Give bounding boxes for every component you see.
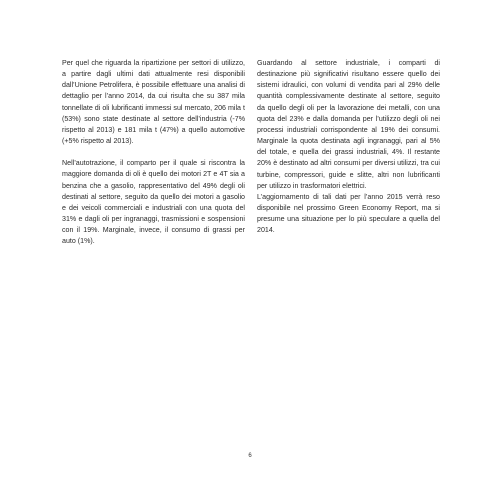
paragraph-lubricants-sector-breakdown: Per quel che riguarda la ripartizione per settori di utilizzo, a partire dagli ultimi dati attualmente resi disponibili dall’Unione Petrolifera, è possibile effettuare una analisi di dettaglio per l’anno 2014, da cui risulta che su 387 mila tonnellate di oli lubrificanti immessi sul mercato, 206 mila t (53%) sono state destinate al settore dell’industria (-7% rispetto al 2013) e 181 mila t (47%) a quello automotive (+5% rispetto al 2013). <box>62 59 245 146</box>
left-text-column <box>62 58 245 248</box>
paragraph-industrial-sector: Guardando al settore industriale, i comparti di destinazione più significativi risultano essere quello dei sistemi idraulici, con volumi di vendita pari al 29% delle quantità complessivamente destinate al settore, seguito da quello degli oli per la lavorazione dei metalli, con una quota del 23% e dalla domanda per l’utilizzo degli oli nei processi industriali corrispondente al 19% dei consumi. Marginale la quota destinata agli ingranaggi, pari al 5% del totale, e quella dei grassi industriali, 4%. Il restante 20% è destinato ad altri consumi per diversi utilizzi, tra cui turbine, compressori, guide e slitte, altri non lubrificanti per utilizzo in trasformatori elettrici. <box>257 59 440 190</box>
paragraph-automotive-demand: Nell’autotrazione, il comparto per il quale si riscontra la maggiore domanda di oli è quello dei motori 2T e 4T sia a benzina che a gasolio, rappresentativo del 49% degli oli destinati al settore, seguito da quello dei motori a gasolio e dei veicoli commerciali e industriali con una quota del 31% e dagli oli per ingranaggi, trasmissioni e sospensioni con il 19%. Marginale, invece, il consumo di grassi per auto (1%). <box>62 159 245 246</box>
paragraph-2015-update: L’aggiornamento di tali dati per l’anno 2015 verrà reso disponibile nel prossimo Green Economy Report, ma si presume una situazione per lo più speculare a quella del 2014. <box>257 192 440 235</box>
right-text-column <box>257 58 440 237</box>
page-number: 6 <box>248 453 252 459</box>
